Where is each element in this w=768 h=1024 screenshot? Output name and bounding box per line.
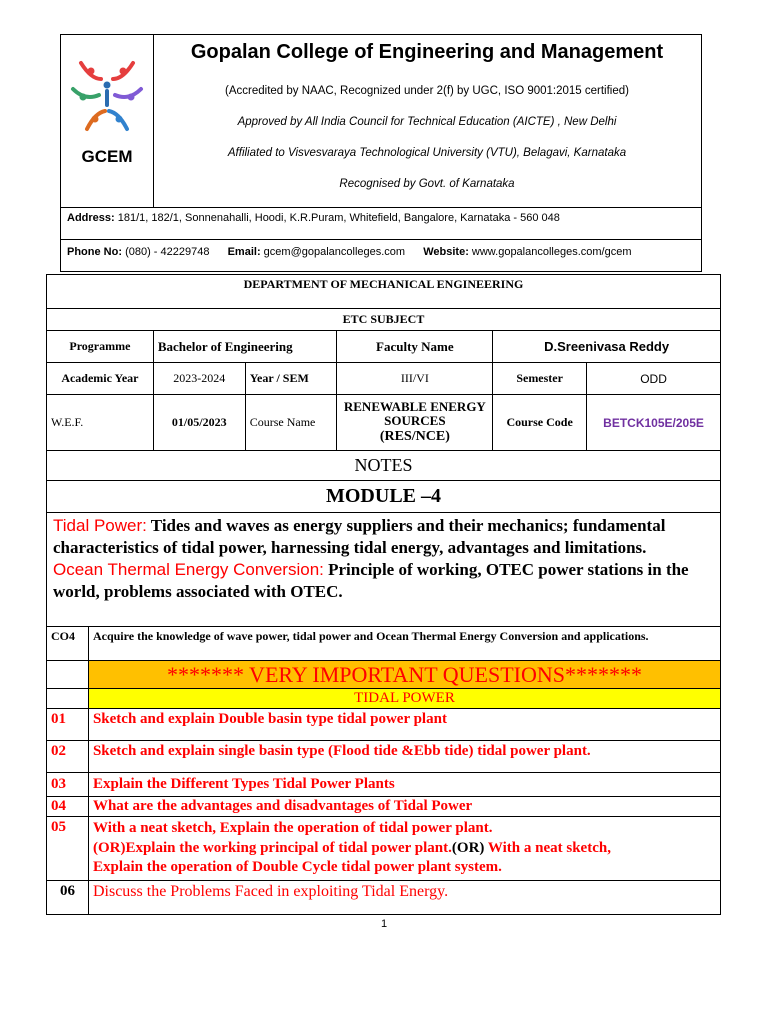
website-value: www.gopalancolleges.com/gcem bbox=[471, 246, 632, 258]
course-code-value: BETCK105E/205E bbox=[587, 395, 721, 451]
vip-title: ******* VERY IMPORTANT QUESTIONS******* bbox=[88, 661, 720, 689]
year-sem-label: Year / SEM bbox=[245, 363, 337, 395]
college-name: Gopalan College of Engineering and Management bbox=[190, 41, 664, 63]
question-number: 01 bbox=[47, 709, 89, 741]
otec-label: Ocean Thermal Energy Conversion: bbox=[53, 560, 324, 580]
question-text-multi bbox=[88, 817, 720, 881]
academic-year-label: Academic Year bbox=[47, 363, 154, 395]
address-label: Address: bbox=[67, 212, 115, 224]
faculty-label: Faculty Name bbox=[337, 331, 493, 363]
email-label: Email: bbox=[227, 246, 261, 258]
tidal-power-label: Tidal Power: bbox=[53, 516, 147, 535]
accreditation-line: (Accredited by NAAC, Recognized under 2(f) by UGC, ISO 9001:2015 certified) bbox=[225, 85, 629, 97]
course-table bbox=[46, 274, 721, 915]
college-info bbox=[153, 35, 701, 207]
question-number: 05 bbox=[47, 817, 89, 881]
module-title: MODULE –4 bbox=[47, 481, 721, 513]
tidal-power-text: Tides and waves as energy suppliers and their mechanics; fundamental characteristics of tidal power, harnessing tidal energy, advantages and limitations. bbox=[53, 516, 666, 558]
question-text: Sketch and explain single basin type (Flood tide &Ebb tide) tidal power plant. bbox=[88, 741, 720, 773]
question-number: 02 bbox=[47, 741, 89, 773]
phone-label: Phone No: bbox=[67, 246, 122, 258]
address-row bbox=[61, 207, 701, 239]
college-header bbox=[60, 34, 702, 272]
question-text: Sketch and explain Double basin type tidal power plant bbox=[88, 709, 720, 741]
subject-type: ETC SUBJECT bbox=[47, 309, 721, 331]
aicte-line: Approved by All India Council for Technical Education (AICTE) , New Delhi bbox=[237, 116, 617, 128]
wef-value: 01/05/2023 bbox=[153, 395, 245, 451]
course-name-cell bbox=[337, 395, 493, 451]
academic-year-value: 2023-2024 bbox=[153, 363, 245, 395]
question-part: With a neat sketch, bbox=[484, 839, 611, 856]
semester-value: ODD bbox=[587, 363, 721, 395]
phone-value: (080) - 42229748 bbox=[125, 246, 210, 258]
wef-label: W.E.F. bbox=[47, 395, 154, 451]
faculty-value: D.Sreenivasa Reddy bbox=[493, 331, 721, 363]
syllabus-cell bbox=[47, 513, 721, 627]
course-name-label: Course Name bbox=[245, 395, 337, 451]
programme-label: Programme bbox=[47, 331, 154, 363]
question-text: Explain the Different Types Tidal Power Plants bbox=[88, 773, 720, 797]
question-number: 04 bbox=[47, 797, 89, 817]
co-code: CO4 bbox=[47, 627, 89, 661]
question-part: (OR)Explain the working principal of tidal power plant. bbox=[92, 839, 452, 856]
question-part: (OR) bbox=[451, 839, 485, 856]
vip-blank-cell bbox=[47, 661, 89, 689]
course-code-label: Course Code bbox=[493, 395, 587, 451]
question-number: 06 bbox=[47, 880, 89, 914]
email-value: gcem@gopalancolleges.com bbox=[263, 246, 406, 258]
website-label: Website: bbox=[423, 246, 469, 258]
page-number: 1 bbox=[380, 918, 388, 930]
section-blank-cell bbox=[47, 689, 89, 709]
notes-title: NOTES bbox=[47, 451, 721, 481]
programme-value: Bachelor of Engineering bbox=[153, 331, 337, 363]
year-sem-value: III/VI bbox=[337, 363, 493, 395]
contact-row bbox=[61, 239, 701, 273]
course-abbr: (RES/NCE) bbox=[379, 429, 450, 445]
govt-line: Recognised by Govt. of Karnataka bbox=[339, 178, 515, 190]
college-logo-icon bbox=[61, 49, 153, 149]
course-name-value: RENEWABLE ENERGY SOURCES bbox=[343, 398, 486, 429]
logo-cell bbox=[61, 35, 154, 207]
question-line: With a neat sketch, Explain the operation of tidal power plant. bbox=[92, 820, 493, 836]
question-number: 03 bbox=[47, 773, 89, 797]
question-text: What are the advantages and disadvantages of Tidal Power bbox=[88, 797, 720, 817]
question-line bbox=[93, 839, 716, 859]
co-text: Acquire the knowledge of wave power, tidal power and Ocean Thermal Energy Conversion and applications. bbox=[88, 627, 720, 661]
vtu-line: Affiliated to Visvesvaraya Technological University (VTU), Belagavi, Karnataka bbox=[227, 147, 627, 159]
semester-label: Semester bbox=[493, 363, 587, 395]
otec-text: Principle of working, OTEC power stations in the world, problems associated with OTEC. bbox=[53, 560, 689, 602]
question-text: Discuss the Problems Faced in exploiting Tidal Energy. bbox=[88, 880, 720, 914]
address-value: 181/1, 182/1, Sonnenahalli, Hoodi, K.R.Puram, Whitefield, Bangalore, Karnataka - 560 048 bbox=[117, 212, 560, 224]
question-line: Explain the operation of Double Cycle tidal power plant system. bbox=[92, 859, 502, 875]
section-title: TIDAL POWER bbox=[88, 689, 720, 709]
department-title: DEPARTMENT OF MECHANICAL ENGINEERING bbox=[47, 275, 721, 309]
logo-text: GCEM bbox=[81, 147, 133, 166]
